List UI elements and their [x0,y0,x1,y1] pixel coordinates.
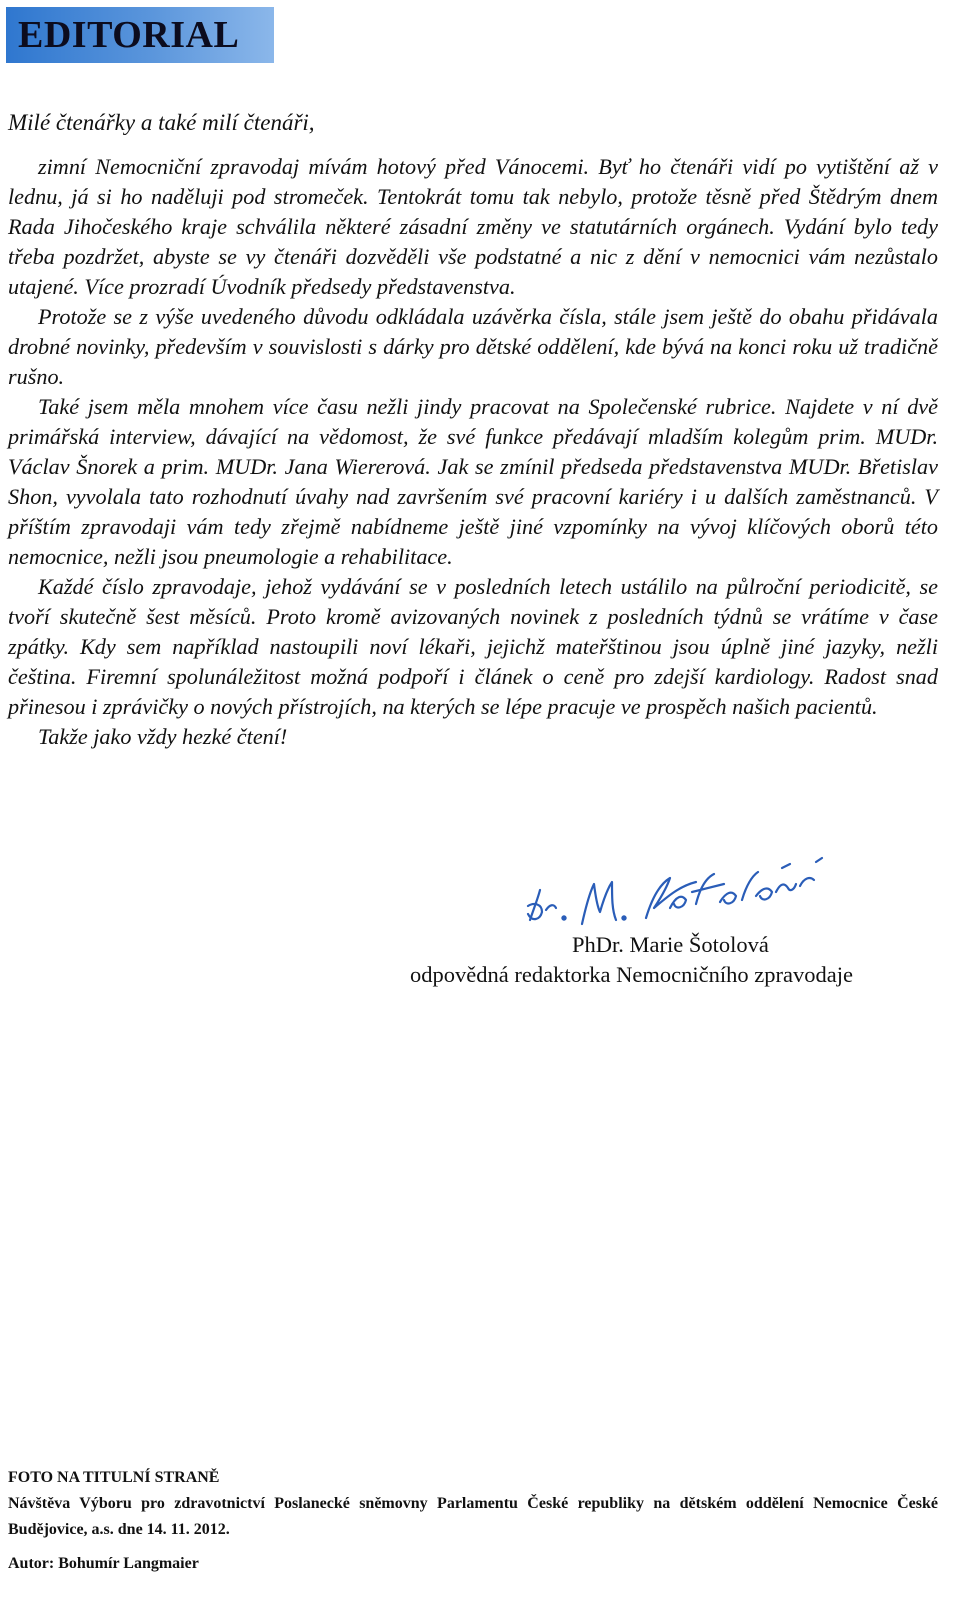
paragraph: Také jsem měla mnohem více času nežli jindy pracovat na Společenské rubrice. Najdete v ní dvě primářská interview, dávající na vědomost, že své funkce předávají mladším kolegům prim. MUDr. Václav Šnorek a prim. MUDr. Jana Wiererová. Jak se zmínil předseda představenstva MUDr. Břetislav Shon, vyvolala tato rozhodnutí úvahy nad završením své pracovní kariéry i u dalších zaměstnanců. V příštím zpravodaji vám tedy zřejmě nabídneme ještě jiné vzpomínky na vývoj klíčových oborů této nemocnice, nežli jsou pneumologie a rehabilitace. [8,394,938,569]
page-title: EDITORIAL [18,14,240,56]
editorial-header [6,7,274,63]
author-role: odpovědná redaktorka Nemocničního zpravodaje [410,962,853,987]
cover-photo-heading: FOTO NA TITULNÍ STRANĚ [8,1469,220,1486]
cover-photo-description: Návštěva Výboru pro zdravotnictví Poslanecké sněmovny Parlamentu České republiky na dětském oddělení Nemocnice České Budějovice, a.s. dne 14. 11. 2012. [8,1495,938,1538]
cover-photo-caption [8,1465,938,1577]
paragraph: Každé číslo zpravodaje, jehož vydávání se v posledních letech ustálilo na půlroční periodicitě, se tvoří skutečně šest měsíců. Proto kromě avizovaných novinek z posledních týdnů se vrátíme v čase zpátky. Kdy sem například nastoupili noví lékaři, jejichž mateřštinou jsou úplně jiné jazyky, nežli čeština. Firemní spolunáležitost možná podpoří i článek o ceně pro zdejší kardiology. Radost snad přinesou i zprávičky o nových přístrojích, na kterých se lépe pracuje ve prospěch našich pacientů. [8,574,938,719]
handwritten-signature [520,848,840,932]
paragraph: Protože se z výše uvedeného důvodu odkládala uzávěrka čísla, stále jsem ještě do obahu přidávala drobné novinky, především v souvislosti s dárky pro dětské oddělení, kde bývá na konci roku už tradičně rušno. [8,304,938,389]
author-name: PhDr. Marie Šotolová [572,932,769,957]
paragraph: zimní Nemocniční zpravodaj mívám hotový před Vánocemi. Byť ho čtenáři vidí po vytištění až v lednu, já si ho naděluji pod stromeček. Tentokrát tomu tak nebylo, protože těsně před Štědrým dnem Rada Jihočeského kraje schválila některé zásadní změny ve statutárních orgánech. Vydání bylo tedy třeba pozdržet, abyste se vy čtenáři dozvěděli vše podstatné a nic z dění v nemocnici vám nezůstalo utajené. Více prozradí Úvodník předsedy představenstva. [8,154,938,299]
letter-body [8,152,938,752]
salutation: Milé čtenářky a také milí čtenáři, [8,110,315,135]
cover-photo-author: Autor: Bohumír Langmaier [8,1555,199,1572]
paragraph: Takže jako vždy hezké čtení! [38,724,288,749]
